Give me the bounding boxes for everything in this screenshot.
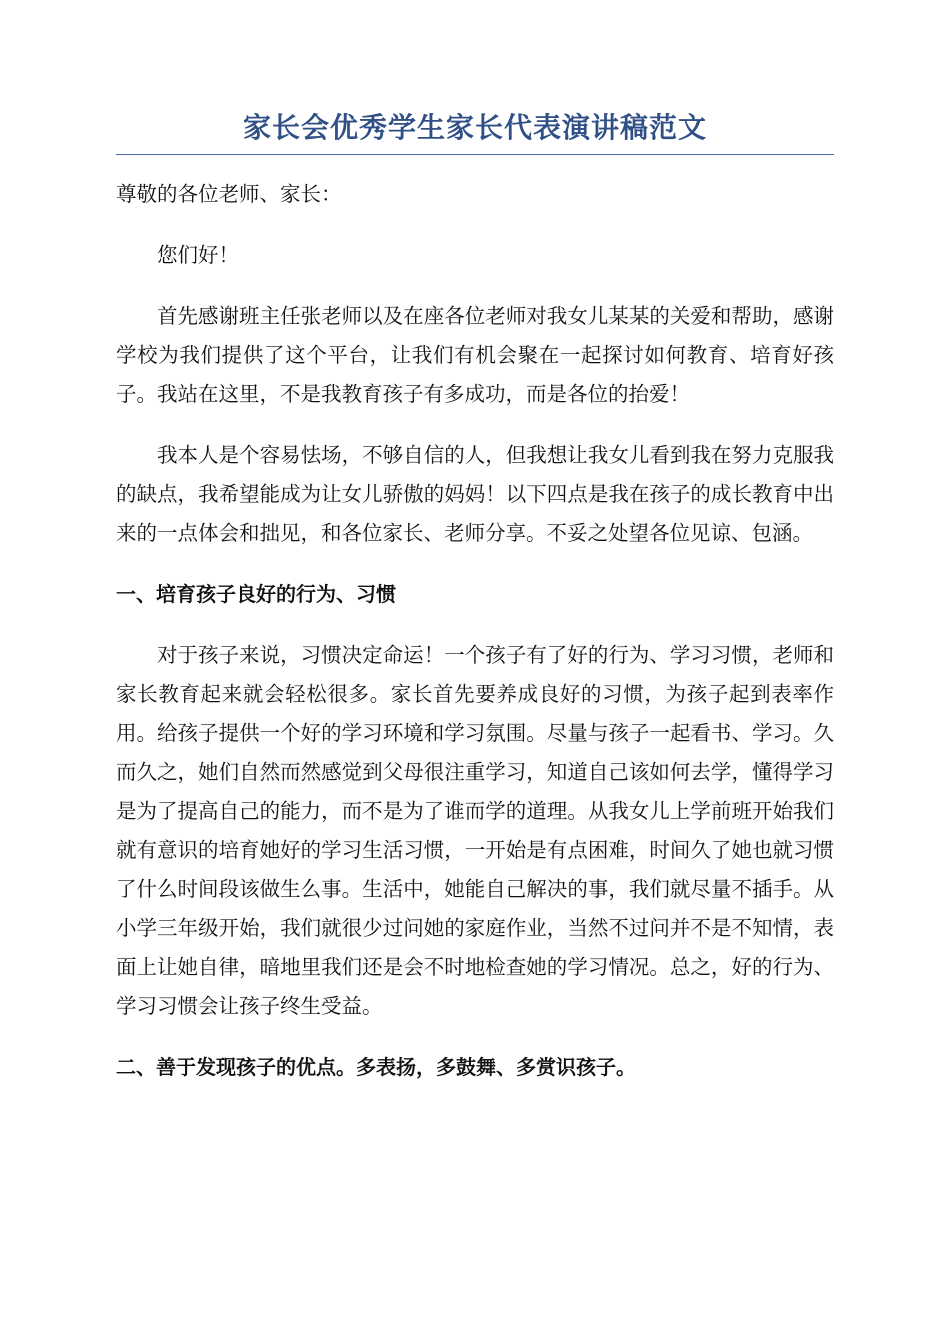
- document-page: [116, 108, 834, 1087]
- salutation: 尊敬的各位老师、家长：: [116, 182, 342, 206]
- section-body-1: 对于孩子来说，习惯决定命运！一个孩子有了好的行为、学习习惯，老师和家长教育起来就会轻松很多。家长首先要养成良好的习惯，为孩子起到表率作用。给孩子提供一个好的学习环境和学习氛围。尽量与孩子一起看书、学习。久而久之，她们自然而然感觉到父母很注重学习，知道自己该如何去学，懂得学习是为了提高自己的能力，而不是为了谁而学的道理。从我女儿上学前班开始我们就有意识的培育她好的学习生活习惯，一开始是有点困难，时间久了她也就习惯了什么时间段该做生么事。生活中，她能自己解决的事，我们就尽量不插手。从小学三年级开始，我们就很少过问她的家庭作业，当然不过问并不是不知情，表面上让她自律，暗地里我们还是会不时地检查她的学习情况。总之，好的行为、学习习惯会让孩子终生受益。: [116, 643, 834, 1018]
- paragraph-thanks: 首先感谢班主任张老师以及在座各位老师对我女儿某某的关爱和帮助，感谢学校为我们提供了这个平台，让我们有机会聚在一起探讨如何教育、培育好孩子。我站在这里，不是我教育孩子有多成功，而是各位的抬爱！: [116, 304, 834, 406]
- greeting: 您们好！: [157, 243, 239, 267]
- section-heading-2: 二、善于发现孩子的优点。多表扬，多鼓舞、多赏识孩子。: [116, 1055, 636, 1079]
- paragraph-intro: 我本人是个容易怯场，不够自信的人，但我想让我女儿看到我在努力克服我的缺点，我希望能成为让女儿骄傲的妈妈！以下四点是我在孩子的成长教育中出来的一点体会和拙见，和各位家长、老师分享。不妥之处望各位见谅、包涵。: [116, 443, 834, 545]
- document-title: 家长会优秀学生家长代表演讲稿范文: [116, 108, 834, 155]
- section-heading-1: 一、培育孩子良好的行为、习惯: [116, 582, 396, 606]
